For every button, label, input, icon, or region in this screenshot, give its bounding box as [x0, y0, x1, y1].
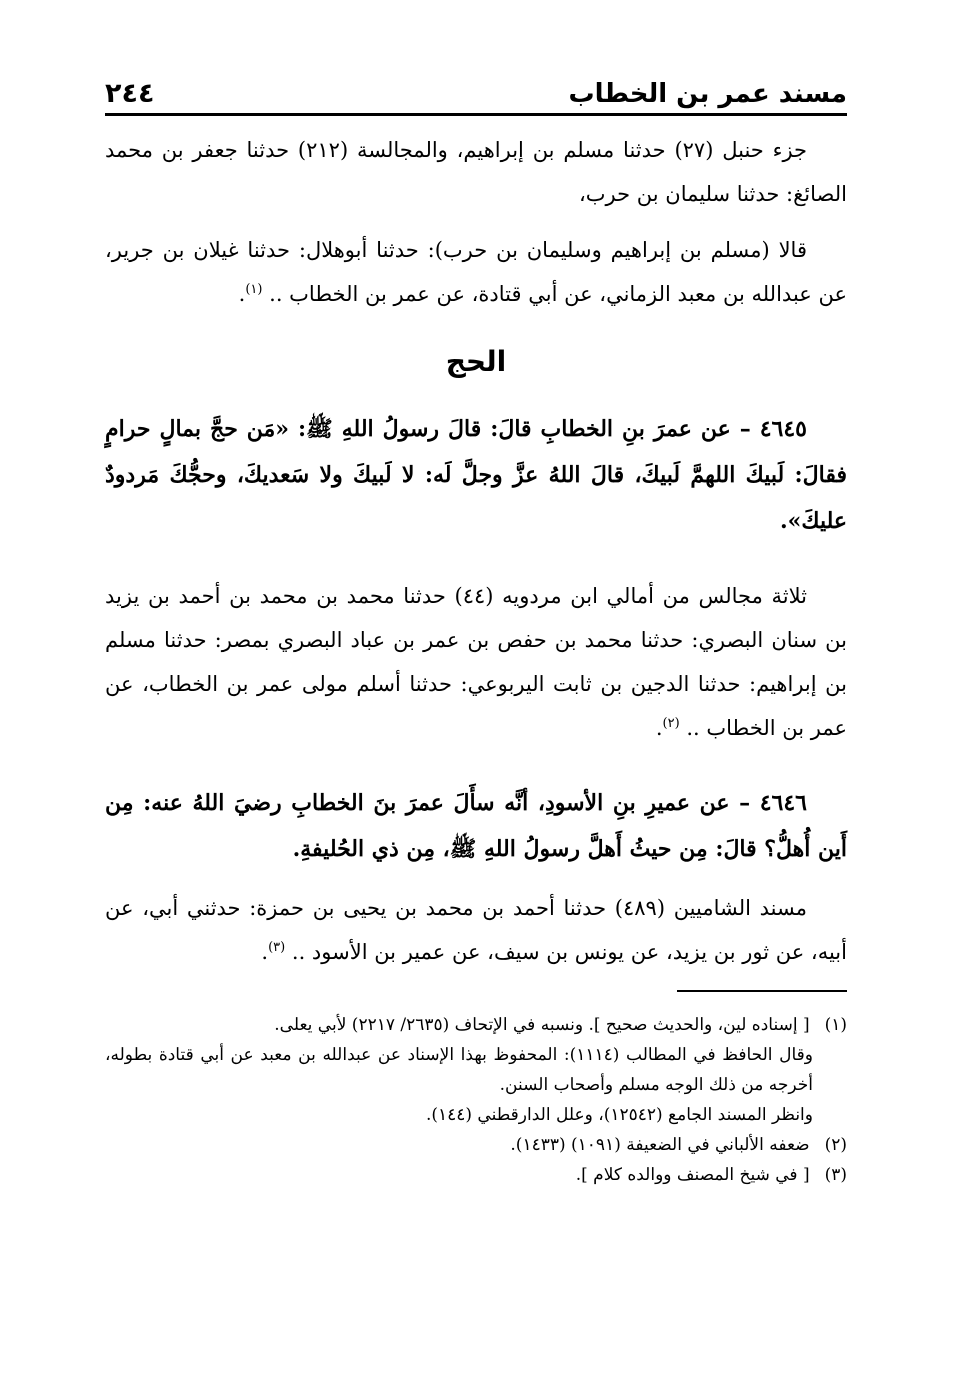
- book-page: [105, 78, 847, 1190]
- page-number: ٢٤٤: [105, 78, 155, 109]
- running-title: مسند عمر بن الخطاب: [568, 79, 847, 109]
- chain-paragraph-1: قالا (مسلم بن إبراهيم وسليمان بن حرب): حدثنا أبوهلال: حدثنا غيلان بن جرير، عن عبدالله بن معبد الزماني، عن أبي قتادة، عن عمر بن الخطاب .. $^{(١)}$.: [105, 238, 847, 306]
- source-text-3: مسند الشاميين (٤٨٩) حدثنا أحمد بن محمد بن يحيى بن حمزة: حدثني أبي، عن أبيه، عن ثور بن يزيد، عن يونس بن سيف، عن عمير بن الأسود ..: [105, 896, 847, 964]
- hadith-text-4646: – عن عميرِ بنِ الأسودِ، أنَّه سأَلَ عمرَ بنَ الخطابِ رضيَ اللهُ عنه: مِن أَين أُهلُّ؟ قالَ: مِن حيثُ أَهلَّ رسولُ اللهِ ﷺ، مِن ذي الحُليفةِ.: [105, 790, 847, 862]
- footnote-2-text: ضعفه الألباني في الضعيفة (١٠٩١) (١٤٣٣).: [510, 1135, 810, 1155]
- footnote-marker-2: (٢): [662, 716, 680, 731]
- footnote-1-number: (١): [824, 1015, 847, 1035]
- source-paragraph-3: مسند الشاميين (٤٨٩) حدثنا أحمد بن محمد بن يحيى بن حمزة: حدثني أبي، عن أبيه، عن ثور بن يزيد، عن يونس بن سيف، عن عمير بن الأسود .. $^{(٣)}$.: [105, 896, 847, 964]
- footnote-divider: [677, 990, 847, 992]
- footnotes: [105, 1010, 847, 1190]
- section-heading: الحج: [445, 345, 507, 378]
- footnote-1-line-2: وقال الحافظ في المطالب (١١١٤): المحفوظ بهذا الإسناد عن عبدالله بن معبد عن أبي قتادة بطوله، أخرجه من ذلك الوجه مسلم وأصحاب السنن.: [105, 1045, 813, 1095]
- hadith-number-4646: ٤٦٤٦: [759, 790, 807, 816]
- footnote-marker-1: (١): [245, 282, 263, 297]
- hadith-4645: [105, 406, 847, 544]
- footnote-marker-3: (٣): [268, 940, 286, 955]
- footnote-1-continuation-1: [105, 1040, 847, 1100]
- footnote-3: [105, 1160, 847, 1190]
- footnote-1-line-3: وانظر المسند الجامع (١٢٥٤٢)، وعلل الدارقطني (١٤٤).: [425, 1105, 813, 1125]
- source-paragraph-2: ثلاثة مجالس من أمالي ابن مردويه (٤٤) حدثنا محمد بن محمد بن أحمد بن يزيد بن سنان البصري: حدثنا محمد بن حفص بن عمر بن عباد البصري بمصر: حدثنا مسلم بن إبراهيم: حدثنا الدجين بن ثابت اليربوعي: حدثنا أسلم مولى عمر بن الخطاب، عن عمر بن الخطاب .. $^{(٢)}$.: [105, 584, 847, 740]
- footnote-3-number: (٣): [824, 1165, 847, 1185]
- source-text-2: ثلاثة مجالس من أمالي ابن مردويه (٤٤) حدثنا محمد بن محمد بن أحمد بن يزيد بن سنان البصري: حدثنا محمد بن حفص بن عمر بن عباد البصري بمصر: حدثنا مسلم بن إبراهيم: حدثنا الدجين بن ثابت اليربوعي: حدثنا أسلم مولى عمر بن الخطاب، عن عمر بن الخطاب ..: [105, 584, 847, 740]
- source-text-1: جزء حنبل (٢٧) حدثنا مسلم بن إبراهيم، والمجالسة (٢١٢) حدثنا جعفر بن محمد الصائغ: حدثنا سليمان بن حرب،: [105, 138, 847, 206]
- hadith-number-4645: ٤٦٤٥: [759, 416, 807, 442]
- footnote-1-line-1: [ إسناده لين، والحديث صحيح ]. ونسبه في الإتحاف (٢٦٣٥/ ٢٢١٧) لأبي يعلى.: [274, 1015, 810, 1035]
- footnote-2: [105, 1130, 847, 1160]
- page-header: [105, 78, 847, 116]
- footnote-1-continuation-2: [105, 1100, 847, 1130]
- footnote-3-text: [ في شيخ المصنف ووالده كلام ].: [575, 1165, 810, 1185]
- hadith-text-4645: – عن عمرَ بنِ الخطابِ قالَ: قالَ رسولُ اللهِ ﷺ: «مَن حجَّ بمالٍ حرامٍ فقالَ: لَبيكَ اللهمَّ لَبيكَ، قالَ اللهُ عزَّ وجلَّ لَه: لا لَبيكَ ولا سَعديكَ، وحجُّكَ مَردودٌ عليكَ».: [105, 416, 847, 534]
- footnote-1: [105, 1010, 847, 1040]
- footnote-2-number: (٢): [824, 1135, 847, 1155]
- source-paragraph-1: [105, 128, 847, 216]
- hadith-4646: [105, 780, 847, 872]
- chain-text-1: قالا (مسلم بن إبراهيم وسليمان بن حرب): حدثنا أبوهلال: حدثنا غيلان بن جرير، عن عبدالله بن معبد الزماني، عن أبي قتادة، عن عمر بن الخطاب ..: [105, 238, 847, 306]
